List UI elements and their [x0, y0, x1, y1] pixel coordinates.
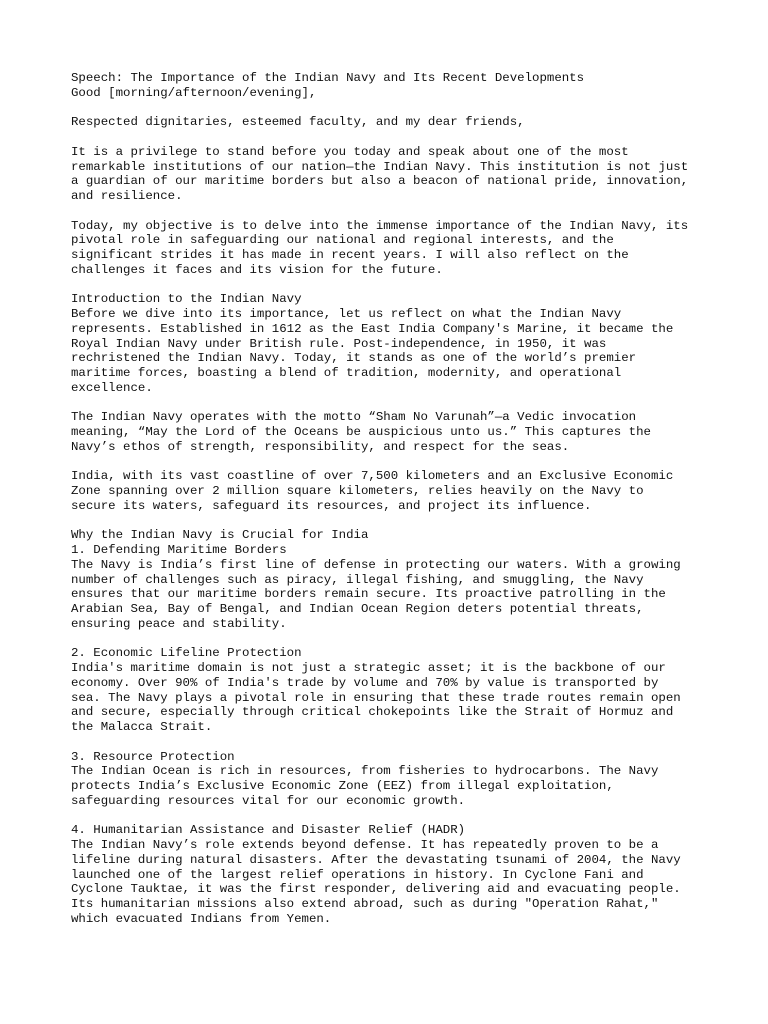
text-line: significant strides it has made in recent years. I will also reflect on the [71, 248, 629, 262]
text-line: The Indian Ocean is rich in resources, from fisheries to hydrocarbons. The Navy [71, 764, 659, 779]
text-line: lifeline during natural disasters. After the devastating tsunami of 2004, the Navy [71, 852, 681, 867]
text-line: The Indian Navy’s role extends beyond defense. It has repeatedly proven to be a [71, 838, 659, 852]
text-line: ensuring peace and stability. [71, 616, 287, 631]
speech-title: Speech: The Importance of the Indian Navy and Its Recent Developments [71, 71, 585, 85]
text-line: and secure, especially through critical chokepoints like the Strait of Hormuz and [71, 705, 674, 720]
text-line: rechristened the Indian Navy. Today, it stands as one of the world’s premier [71, 351, 637, 366]
text-line: a guardian of our maritime borders but also a beacon of national pride, innovation, [71, 174, 689, 189]
section-paragraph [71, 823, 731, 926]
body-paragraph [71, 469, 731, 513]
text-line: Arabian Sea, Bay of Bengal, and Indian Ocean Region deters potential threats, [71, 602, 644, 616]
text-line: Before we dive into its importance, let us reflect on what the Indian Navy [71, 307, 622, 321]
text-line: which evacuated Indians from Yemen. [71, 911, 332, 926]
body-paragraph [71, 115, 731, 130]
greeting-line: Good [morning/afternoon/evening], [71, 85, 317, 100]
text-line: remarkable institutions of our nation—the Indian Navy. This institution is not just [71, 159, 689, 174]
text-line: Zone spanning over 2 million square kilometers, relies heavily on the Navy to [71, 484, 644, 498]
text-line: challenges it faces and its vision for the future. [71, 262, 443, 277]
section-heading: Why the Indian Navy is Crucial for India [71, 528, 369, 543]
text-line: sea. The Navy plays a pivotal role in ensuring that these trade routes remain open [71, 690, 681, 705]
text-line: India, with its vast coastline of over 7,500 kilometers and an Exclusive Economic [71, 469, 674, 484]
text-line: the Malacca Strait. [71, 720, 213, 734]
section-paragraph [71, 292, 731, 395]
text-line: maritime forces, boasting a blend of tradition, modernity, and operational [71, 366, 622, 380]
text-line: excellence. [71, 380, 153, 395]
text-line: The Indian Navy operates with the motto “Sham No Varunah”—a Vedic invocation [71, 410, 637, 425]
section-heading: 3. Resource Protection [71, 749, 235, 764]
body-paragraph [71, 219, 731, 278]
section-heading: 2. Economic Lifeline Protection [71, 646, 302, 661]
text-line: Navy’s ethos of strength, responsibility, and respect for the seas. [71, 439, 570, 454]
text-line: meaning, “May the Lord of the Oceans be auspicious unto us.” This captures the [71, 425, 651, 439]
text-line: protects India’s Exclusive Economic Zone (EEZ) from illegal exploitation, [71, 779, 614, 793]
text-line: Respected dignitaries, esteemed faculty, and my dear friends, [71, 115, 525, 130]
subsection-heading: 1. Defending Maritime Borders [71, 543, 287, 557]
text-line: India's maritime domain is not just a strategic asset; it is the backbone of our [71, 661, 666, 675]
text-line: The Navy is India’s first line of defense in protecting our waters. With a growing [71, 557, 681, 572]
section-paragraph [71, 646, 731, 735]
section-paragraph [71, 528, 731, 631]
text-line: It is a privilege to stand before you today and speak about one of the most [71, 144, 629, 159]
body-paragraph [71, 145, 731, 204]
body-paragraph [71, 410, 731, 454]
text-line: Cyclone Tauktae, it was the first responder, delivering aid and evacuating people. [71, 882, 681, 897]
text-line: and resilience. [71, 189, 183, 203]
document-page [71, 71, 731, 941]
speech-title-block [71, 71, 731, 101]
section-heading: 4. Humanitarian Assistance and Disaster Relief (HADR) [71, 823, 466, 838]
section-paragraph [71, 750, 731, 809]
text-line: pivotal role in safeguarding our national and regional interests, and the [71, 233, 614, 248]
text-line: safeguarding resources vital for our economic growth. [71, 793, 466, 808]
text-line: launched one of the largest relief operations in history. In Cyclone Fani and [71, 867, 644, 882]
text-line: secure its waters, safeguard its resources, and project its influence. [71, 498, 592, 513]
text-line: Today, my objective is to delve into the immense importance of the Indian Navy, its [71, 218, 689, 233]
text-line: Its humanitarian missions also extend abroad, such as during "Operation Rahat," [71, 897, 659, 911]
text-line: economy. Over 90% of India's trade by volume and 70% by value is transported by [71, 675, 659, 690]
text-line: ensures that our maritime borders remain secure. Its proactive patrolling in the [71, 587, 666, 602]
text-line: Royal Indian Navy under British rule. Post-independence, in 1950, it was [71, 336, 607, 351]
text-line: number of challenges such as piracy, illegal fishing, and smuggling, the Navy [71, 572, 644, 587]
section-heading: Introduction to the Indian Navy [71, 292, 302, 307]
text-line: represents. Established in 1612 as the East India Company's Marine, it became the [71, 321, 674, 336]
